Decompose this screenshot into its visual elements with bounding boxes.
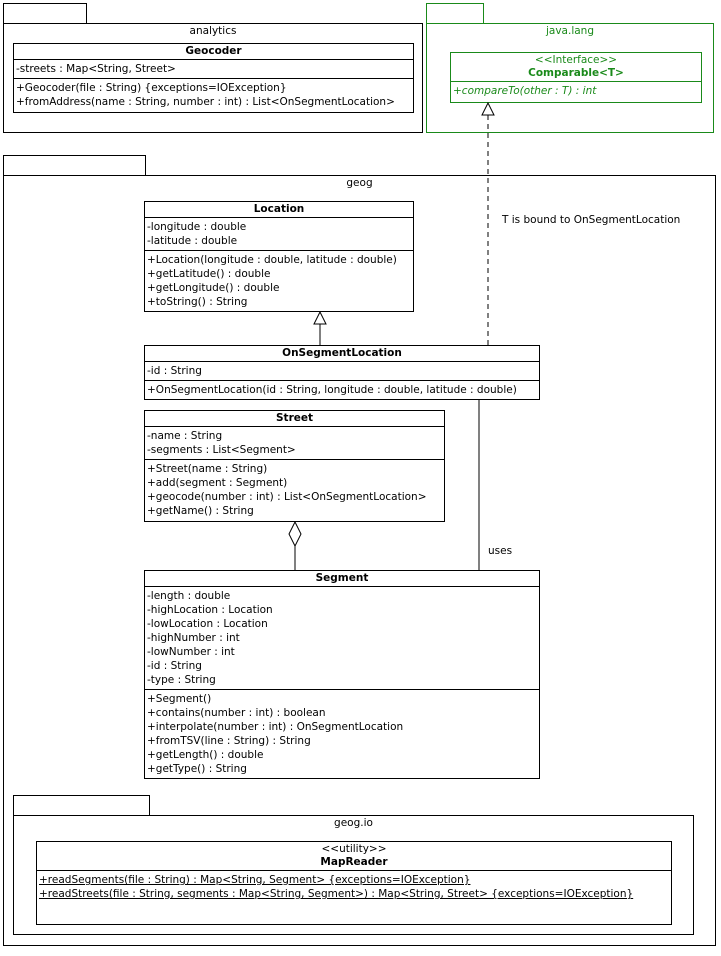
operation: +Segment() [147,693,212,705]
class-name: Street [145,411,444,427]
attribute: -length : double [147,590,231,602]
package-name-geog: geog [346,177,373,189]
attribute: -latitude : double [147,235,238,247]
operation: +getLongitude() : double [147,282,280,294]
attribute: -id : String [147,660,202,672]
operation: +getType() : String [147,763,247,775]
operation: +toString() : String [147,296,248,308]
aggregation-diamond [289,522,301,546]
realization-arrowhead [482,103,494,115]
operation: +Geocoder(file : String) {exceptions=IOException} [16,82,287,94]
attribute: -type : String [147,674,216,686]
package-name-analytics: analytics [189,25,237,37]
operation: +readSegments(file : String) : Map<String, Segment> {exceptions=IOException} [39,874,471,886]
class-name: MapReader [320,856,388,868]
operation: +Location(longitude : double, latitude : double) [147,254,397,266]
operation: +fromTSV(line : String) : String [147,735,311,747]
attribute: -lowNumber : int [147,646,235,658]
attribute: -segments : List<Segment> [147,444,296,456]
attribute: -longitude : double [147,221,247,233]
stereotype: <<Interface>> [534,54,618,66]
class-name: OnSegmentLocation [145,346,539,362]
operation: +readStreets(file : String, segments : Map<String, Segment>) : Map<String, Street> {exceptions=IOException} [39,888,634,900]
attribute: -highNumber : int [147,632,240,644]
class-name: Comparable<T> [528,67,624,79]
class-name: Geocoder [14,44,413,60]
operation: +add(segment : Segment) [147,477,288,489]
operation: +getName() : String [147,505,254,517]
attribute: -streets : Map<String, Street> [16,63,176,75]
operation: +geocode(number : int) : List<OnSegmentLocation> [147,491,427,503]
attribute: -lowLocation : Location [147,618,268,630]
package-name-geog-io: geog.io [334,817,373,829]
operation: +Street(name : String) [147,463,268,475]
uses-label: uses [488,545,513,557]
class-name: Segment [145,571,539,587]
attribute: -highLocation : Location [147,604,273,616]
operation: +getLength() : double [147,749,264,761]
binding-note: T is bound to OnSegmentLocation [502,214,681,226]
attribute: -name : String [147,430,223,442]
operation: +compareTo(other : T) : int [453,85,597,97]
operation: +OnSegmentLocation(id : String, longitude : double, latitude : double) [147,384,517,396]
package-name-java-lang: java.lang [545,25,594,37]
operation: +fromAddress(name : String, number : int) : List<OnSegmentLocation> [16,96,395,108]
attribute: -id : String [147,365,202,377]
generalization-arrowhead [314,312,326,324]
operation: +contains(number : int) : boolean [147,707,326,719]
class-name: Location [145,202,413,218]
operation: +interpolate(number : int) : OnSegmentLocation [147,721,404,733]
stereotype: <<utility>> [321,843,387,855]
operation: +getLatitude() : double [147,268,271,280]
